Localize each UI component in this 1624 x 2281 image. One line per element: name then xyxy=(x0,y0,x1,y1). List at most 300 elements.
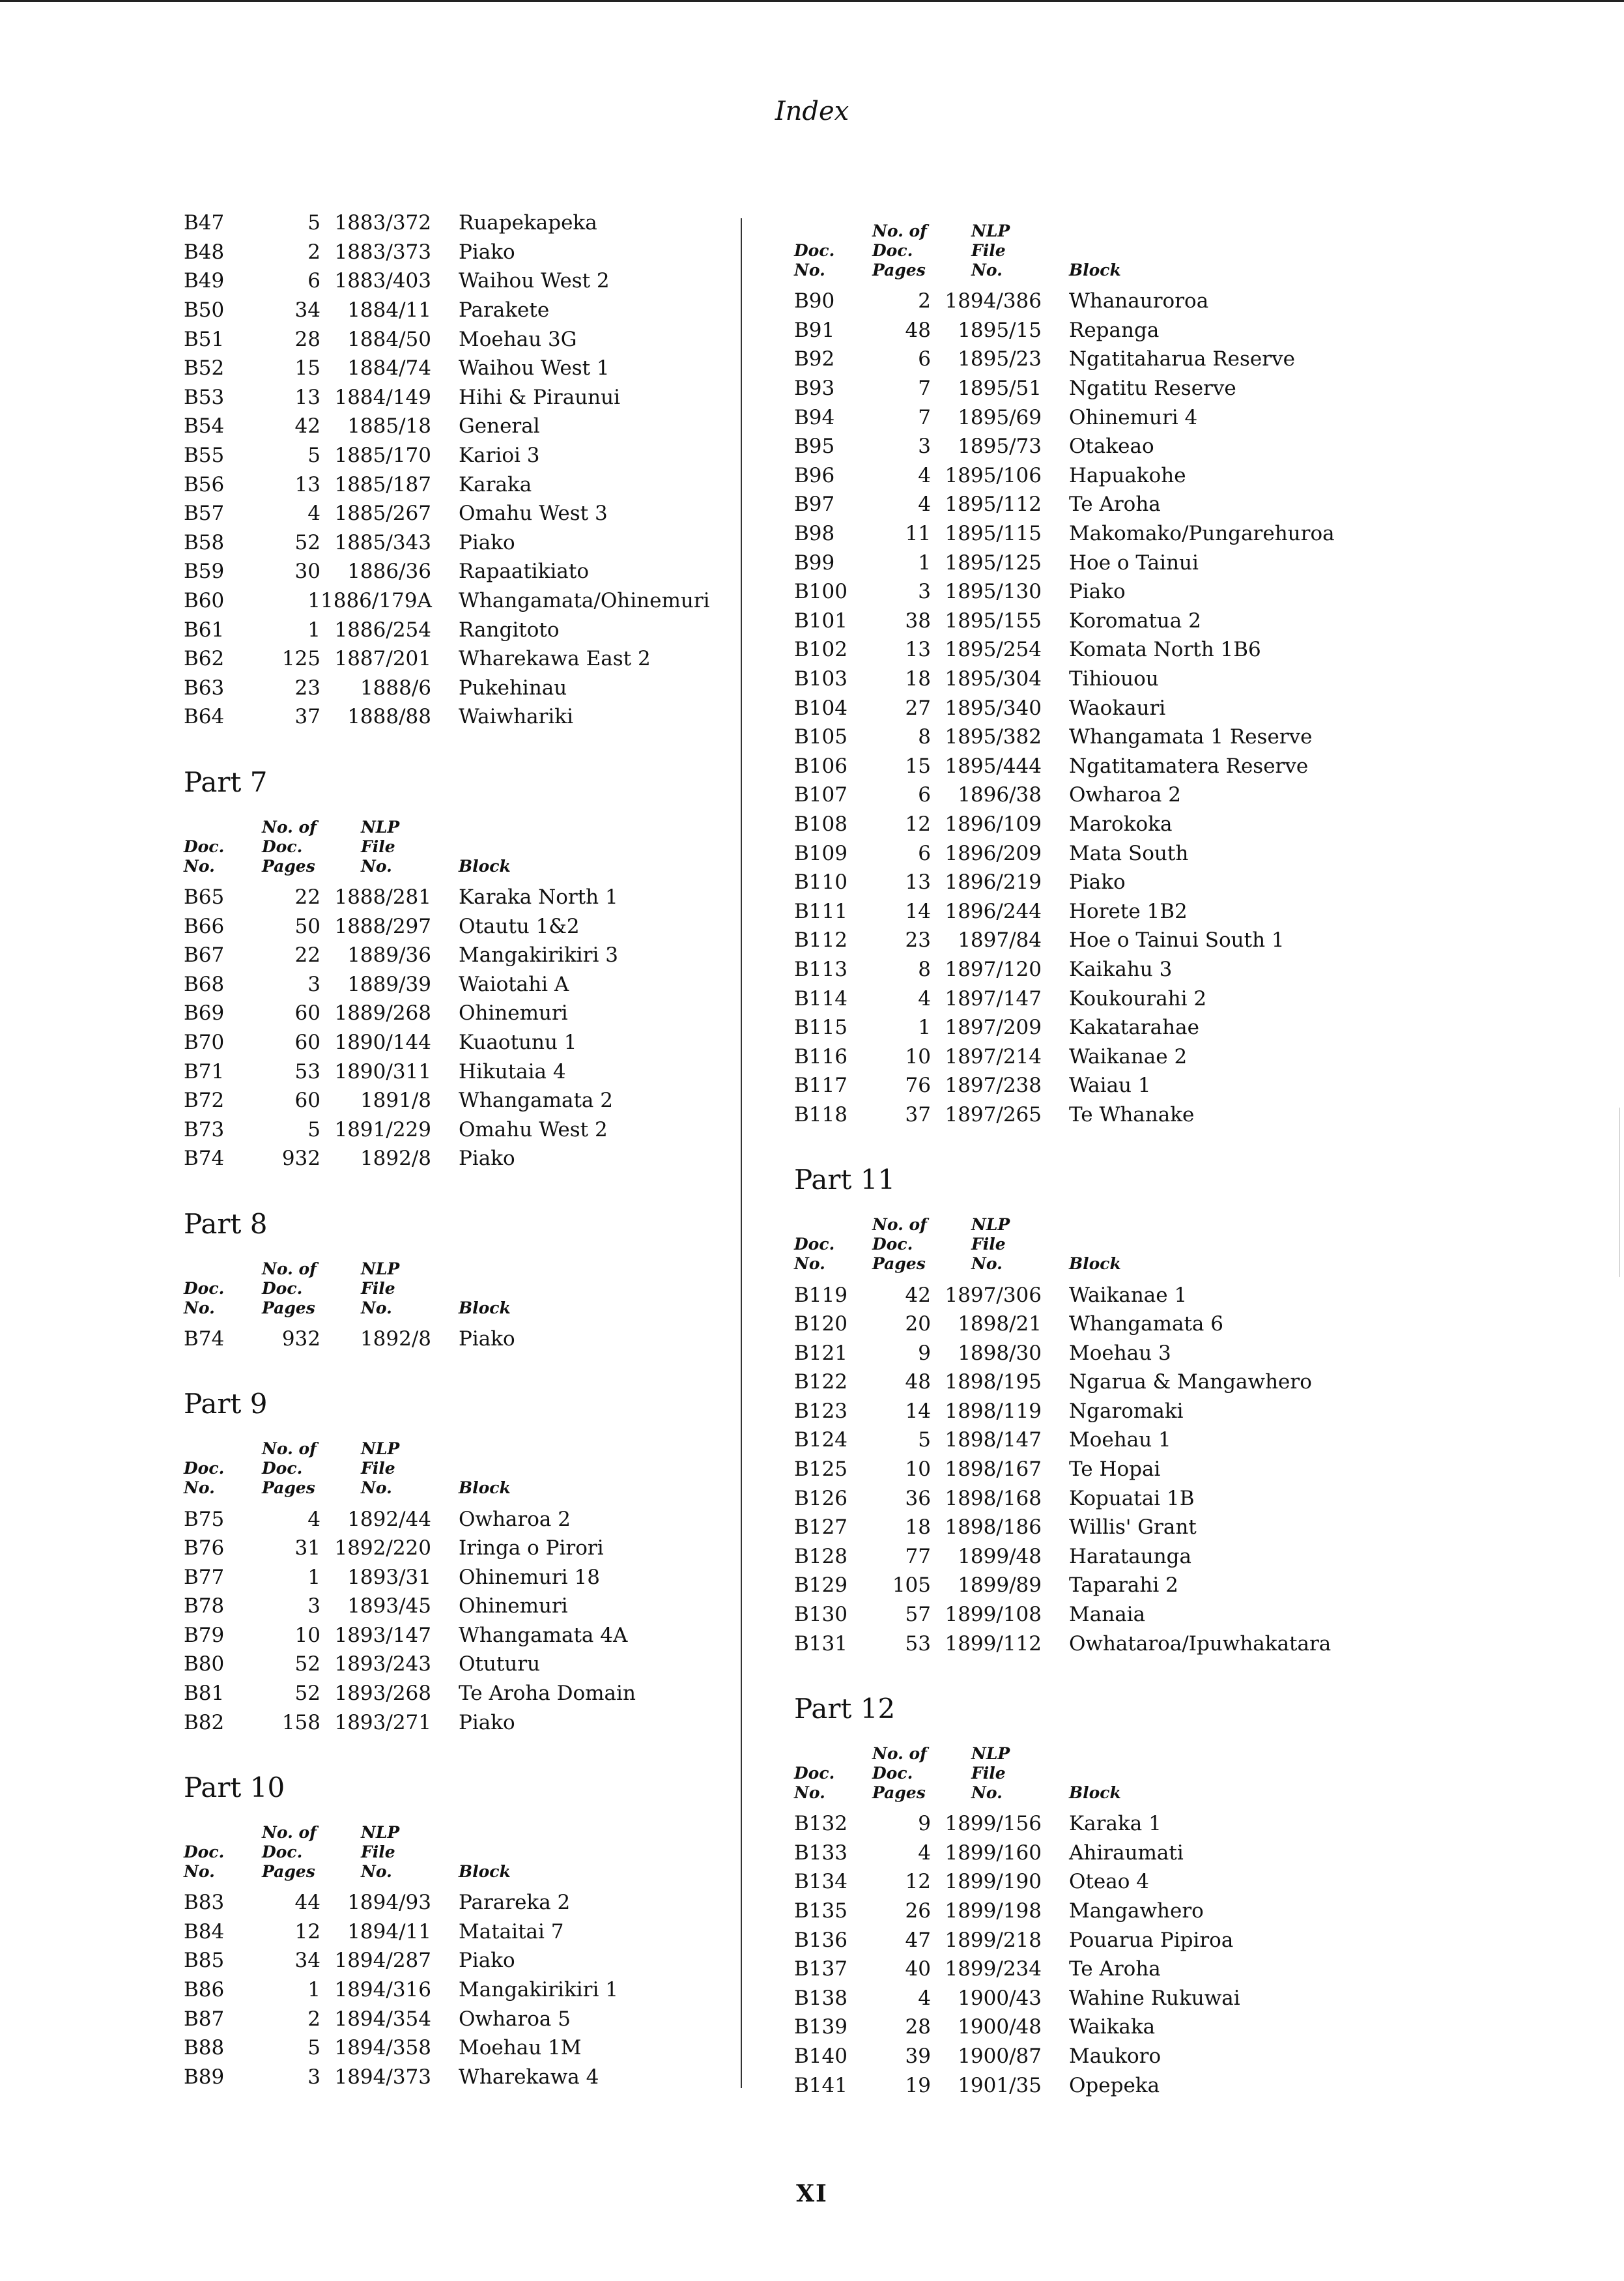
doc-number: B51 xyxy=(184,327,225,351)
page-count: 52 xyxy=(294,1682,321,1706)
page-count: 34 xyxy=(294,1949,321,1973)
page-count: 34 xyxy=(294,298,321,323)
doc-number: B65 xyxy=(184,885,225,909)
block-name: Hapuakohe xyxy=(1069,463,1186,487)
page-count: 5 xyxy=(307,1117,321,1141)
index-row xyxy=(184,1325,835,1354)
index-row xyxy=(184,528,835,558)
block-name: Waiwhariki xyxy=(459,705,573,729)
file-number: 1895/304 xyxy=(945,667,1042,691)
page-count: 60 xyxy=(294,1030,321,1054)
page-count: 8 xyxy=(918,725,931,749)
doc-number: B140 xyxy=(794,2044,848,2068)
index-row xyxy=(184,702,835,732)
page-count: 37 xyxy=(905,1102,931,1126)
page-count: 48 xyxy=(905,1370,931,1394)
index-row xyxy=(184,383,835,412)
block-name: Rapaatikiato xyxy=(459,560,590,584)
block-name: Piako xyxy=(1069,870,1126,895)
page-count: 14 xyxy=(905,899,931,923)
page-count: 932 xyxy=(281,1327,321,1351)
file-number: 1894/11 xyxy=(347,1919,431,1944)
page-count: 50 xyxy=(294,914,321,938)
block-name: Waihou West 1 xyxy=(459,356,610,380)
block-name: Mangawhero xyxy=(1069,1899,1204,1923)
block-name: Wharekawa East 2 xyxy=(459,647,651,671)
file-number: 1895/106 xyxy=(945,463,1042,487)
doc-number: B62 xyxy=(184,647,225,671)
file-number: 1898/167 xyxy=(945,1457,1042,1482)
file-number: 1894/93 xyxy=(347,1891,431,1915)
file-number: 1883/403 xyxy=(334,269,431,293)
page-count: 40 xyxy=(905,1957,931,1981)
block-name: Oteao 4 xyxy=(1069,1870,1149,1894)
index-row xyxy=(184,324,835,354)
file-number: 1900/48 xyxy=(958,2015,1042,2039)
doc-number: B101 xyxy=(794,609,848,633)
block-name: Waiotahi A xyxy=(459,972,569,996)
page-count: 53 xyxy=(294,1059,321,1083)
file-number: 1898/186 xyxy=(945,1515,1042,1540)
index-row xyxy=(184,557,835,586)
page-count: 1 xyxy=(307,589,321,613)
page-count: 3 xyxy=(307,2065,321,2089)
block-name: Pukehinau xyxy=(459,676,567,700)
doc-number: B48 xyxy=(184,240,225,264)
page-count: 13 xyxy=(905,638,931,662)
doc-number: B72 xyxy=(184,1089,225,1113)
doc-number: B52 xyxy=(184,356,225,380)
block-name: Makomako/Pungarehuroa xyxy=(1069,522,1335,546)
file-number: 1896/109 xyxy=(945,812,1042,836)
block-name: Wharekawa 4 xyxy=(459,2065,599,2089)
index-row xyxy=(184,1679,835,1708)
page-count: 12 xyxy=(905,812,931,836)
block-name: Mataitai 7 xyxy=(459,1919,564,1944)
index-section xyxy=(794,1280,1446,1658)
block-name: General xyxy=(459,414,540,438)
doc-number: B57 xyxy=(184,502,225,526)
doc-number: B115 xyxy=(794,1016,848,1040)
doc-number: B71 xyxy=(184,1059,225,1083)
page-count: 22 xyxy=(294,943,321,968)
block-name: Manaia xyxy=(1069,1603,1146,1627)
header-file: NLP File No. xyxy=(971,1743,1010,1802)
file-number: 1887/201 xyxy=(334,647,431,671)
page-count: 1 xyxy=(307,1565,321,1589)
index-row xyxy=(184,911,835,941)
doc-number: B88 xyxy=(184,2036,225,2060)
file-number: 1897/209 xyxy=(945,1016,1042,1040)
doc-number: B92 xyxy=(794,347,835,371)
doc-number: B102 xyxy=(794,638,848,662)
page-count: 10 xyxy=(905,1044,931,1069)
page-count: 26 xyxy=(905,1899,931,1923)
block-name: Whangamata 1 Reserve xyxy=(1069,725,1313,749)
page-count: 4 xyxy=(918,1841,931,1865)
index-section xyxy=(794,287,1446,1129)
index-row xyxy=(184,1708,835,1737)
index-row xyxy=(794,1955,1446,1984)
page-count: 18 xyxy=(905,667,931,691)
page-count: 15 xyxy=(905,754,931,778)
file-number: 1899/160 xyxy=(945,1841,1042,1865)
block-name: Karioi 3 xyxy=(459,444,540,468)
file-number: 1897/306 xyxy=(945,1283,1042,1307)
page-count: 5 xyxy=(307,211,321,235)
block-name: Koromatua 2 xyxy=(1069,609,1201,633)
page-count: 1 xyxy=(307,618,321,642)
doc-number: B130 xyxy=(794,1603,848,1627)
file-number: 1897/214 xyxy=(945,1044,1042,1069)
doc-number: B84 xyxy=(184,1919,225,1944)
file-number: 1899/190 xyxy=(945,1870,1042,1894)
file-number: 1898/30 xyxy=(958,1341,1042,1365)
doc-number: B111 xyxy=(794,899,848,923)
header-doc: Doc. No. xyxy=(184,1459,225,1498)
page-count: 28 xyxy=(905,2015,931,2039)
index-row xyxy=(794,1629,1446,1658)
block-name: Pouarua Pipiroa xyxy=(1069,1928,1234,1952)
file-number: 1891/229 xyxy=(334,1117,431,1141)
block-name: Rangitoto xyxy=(459,618,560,642)
index-row xyxy=(184,1650,835,1679)
file-number: 1894/287 xyxy=(334,1949,431,1973)
index-row xyxy=(794,461,1446,491)
page-count: 22 xyxy=(294,885,321,909)
page-count: 9 xyxy=(918,1341,931,1365)
block-name: Owharoa 2 xyxy=(1069,783,1181,807)
block-name: Hoe o Tainui xyxy=(1069,551,1199,575)
page-count: 3 xyxy=(918,580,931,604)
doc-number: B74 xyxy=(184,1147,225,1171)
doc-number: B50 xyxy=(184,298,225,323)
block-name: Moehau 3 xyxy=(1069,1341,1171,1365)
doc-number: B126 xyxy=(794,1486,848,1510)
page-count: 13 xyxy=(294,385,321,409)
file-number: 1885/343 xyxy=(334,530,431,554)
index-section xyxy=(794,1809,1446,2100)
page-count: 42 xyxy=(294,414,321,438)
block-name: Moehau 3G xyxy=(459,327,577,351)
block-name: Waihou West 2 xyxy=(459,269,610,293)
doc-number: B93 xyxy=(794,377,835,401)
doc-number: B81 xyxy=(184,1682,225,1706)
doc-number: B136 xyxy=(794,1928,848,1952)
doc-number: B90 xyxy=(794,289,835,313)
file-number: 1885/267 xyxy=(334,502,431,526)
doc-number: B108 xyxy=(794,812,848,836)
page-count: 3 xyxy=(307,1594,321,1618)
file-number: 1889/39 xyxy=(347,972,431,996)
doc-number: B122 xyxy=(794,1370,848,1394)
scan-edge-mark xyxy=(1619,1108,1620,1277)
index-row xyxy=(794,287,1446,316)
index-row xyxy=(794,1571,1446,1600)
block-name: Mangakirikiri 3 xyxy=(459,943,618,968)
doc-number: B107 xyxy=(794,783,848,807)
file-number: 1889/36 xyxy=(347,943,431,968)
block-name: Karaka North 1 xyxy=(459,885,618,909)
file-number: 1894/358 xyxy=(334,2036,431,2060)
header-file: NLP File No. xyxy=(361,1259,400,1317)
index-row xyxy=(794,1368,1446,1397)
block-name: Mata South xyxy=(1069,841,1189,865)
table-header xyxy=(794,208,1446,287)
file-number: 1888/6 xyxy=(360,676,431,700)
doc-number: B68 xyxy=(184,972,225,996)
page-count: 11 xyxy=(905,522,931,546)
doc-number: B55 xyxy=(184,444,225,468)
header-doc: Doc. No. xyxy=(184,837,225,876)
block-name: Piako xyxy=(459,1710,515,1734)
block-name: Waikanae 2 xyxy=(1069,1044,1188,1069)
block-name: Koukourahi 2 xyxy=(1069,986,1207,1011)
file-number: 1886/179A xyxy=(321,589,432,613)
file-number: 1896/219 xyxy=(945,870,1042,895)
block-name: Whangamata/Ohinemuri xyxy=(459,589,710,613)
file-number: 1898/195 xyxy=(945,1370,1042,1394)
index-row xyxy=(794,1925,1446,1955)
table-header xyxy=(184,1810,835,1888)
index-section xyxy=(184,883,835,1173)
part-heading: Part 12 xyxy=(794,1692,896,1725)
index-row xyxy=(794,577,1446,607)
index-row xyxy=(184,644,835,674)
page-count: 4 xyxy=(918,463,931,487)
doc-number: B85 xyxy=(184,1949,225,1973)
file-number: 1895/112 xyxy=(945,493,1042,517)
index-row xyxy=(794,665,1446,694)
doc-number: B135 xyxy=(794,1899,848,1923)
index-row xyxy=(184,1917,835,1947)
block-name: Whangamata 6 xyxy=(1069,1312,1223,1336)
block-name: Waikaka xyxy=(1069,2015,1156,2039)
page-count: 37 xyxy=(294,705,321,729)
index-row xyxy=(794,519,1446,549)
table-header xyxy=(184,1246,835,1325)
doc-number: B74 xyxy=(184,1327,225,1351)
block-name: Waiau 1 xyxy=(1069,1074,1151,1098)
page-count: 52 xyxy=(294,1652,321,1676)
file-number: 1895/115 xyxy=(945,522,1042,546)
file-number: 1898/147 xyxy=(945,1428,1042,1452)
block-name: Owharoa 2 xyxy=(459,1507,571,1531)
top-border-line xyxy=(0,0,1624,2)
header-block: Block xyxy=(459,1478,511,1498)
page-count: 76 xyxy=(905,1074,931,1098)
page-count: 10 xyxy=(294,1623,321,1647)
doc-number: B139 xyxy=(794,2015,848,2039)
block-name: Karaka xyxy=(459,472,532,496)
index-row xyxy=(184,999,835,1028)
file-number: 1888/88 xyxy=(347,705,431,729)
header-block: Block xyxy=(1069,1783,1121,1802)
doc-number: B49 xyxy=(184,269,225,293)
index-row xyxy=(794,1426,1446,1455)
index-row xyxy=(184,615,835,644)
file-number: 1890/144 xyxy=(334,1030,431,1054)
block-name: Whanauroroa xyxy=(1069,289,1209,313)
file-number: 1884/50 xyxy=(347,327,431,351)
index-row xyxy=(184,296,835,325)
file-number: 1901/35 xyxy=(958,2073,1042,2097)
header-file: NLP File No. xyxy=(361,817,400,876)
index-row xyxy=(794,635,1446,665)
page-count: 2 xyxy=(918,289,931,313)
file-number: 1883/373 xyxy=(334,240,431,264)
index-row xyxy=(184,441,835,470)
block-name: Ohinemuri xyxy=(459,1001,568,1026)
index-row xyxy=(794,693,1446,723)
file-number: 1892/220 xyxy=(334,1536,431,1560)
block-name: Hikutaia 4 xyxy=(459,1059,566,1083)
file-number: 1885/187 xyxy=(334,472,431,496)
doc-number: B86 xyxy=(184,1978,225,2002)
file-number: 1899/108 xyxy=(945,1603,1042,1627)
header-file: NLP File No. xyxy=(361,1822,400,1881)
index-row xyxy=(794,752,1446,781)
index-row xyxy=(794,1867,1446,1897)
page-count: 15 xyxy=(294,356,321,380)
doc-number: B70 xyxy=(184,1030,225,1054)
part-heading: Part 10 xyxy=(184,1771,285,1803)
page-count: 125 xyxy=(281,647,321,671)
doc-number: B60 xyxy=(184,589,225,613)
page-count: 60 xyxy=(294,1089,321,1113)
doc-number: B56 xyxy=(184,472,225,496)
file-number: 1893/31 xyxy=(347,1565,431,1589)
file-number: 1893/147 xyxy=(334,1623,431,1647)
doc-number: B124 xyxy=(794,1428,848,1452)
block-name: Marokoka xyxy=(1069,812,1173,836)
page-count: 1 xyxy=(918,1016,931,1040)
file-number: 1899/218 xyxy=(945,1928,1042,1952)
block-name: Parakete xyxy=(459,298,550,323)
index-row xyxy=(794,403,1446,432)
header-file: NLP File No. xyxy=(971,222,1010,280)
index-row xyxy=(794,868,1446,897)
index-row xyxy=(184,1621,835,1650)
part-heading: Part 7 xyxy=(184,766,268,798)
index-row xyxy=(794,2042,1446,2071)
block-name: Ohinemuri 4 xyxy=(1069,405,1198,429)
header-block: Block xyxy=(1069,261,1121,280)
block-name: Hoe o Tainui South 1 xyxy=(1069,928,1285,953)
block-name: Otuturu xyxy=(459,1652,541,1676)
index-row xyxy=(794,1100,1446,1130)
file-number: 1899/89 xyxy=(958,1573,1042,1598)
file-number: 1894/316 xyxy=(334,1978,431,2002)
file-number: 1895/51 xyxy=(958,377,1042,401)
page-count: 18 xyxy=(905,1515,931,1540)
block-name: Mangakirikiri 1 xyxy=(459,1978,618,2002)
index-row xyxy=(794,1310,1446,1339)
header-doc: Doc. No. xyxy=(794,1763,835,1802)
page-count: 57 xyxy=(905,1603,931,1627)
page-count: 60 xyxy=(294,1001,321,1026)
file-number: 1895/130 xyxy=(945,580,1042,604)
doc-number: B121 xyxy=(794,1341,848,1365)
block-name: Kopuatai 1B xyxy=(1069,1486,1195,1510)
index-row xyxy=(184,883,835,912)
page-count: 4 xyxy=(918,1986,931,2010)
file-number: 1885/170 xyxy=(334,444,431,468)
page-count: 4 xyxy=(307,1507,321,1531)
doc-number: B87 xyxy=(184,2007,225,2031)
file-number: 1895/254 xyxy=(945,638,1042,662)
doc-number: B106 xyxy=(794,754,848,778)
index-row xyxy=(184,1946,835,1975)
page-count: 12 xyxy=(294,1919,321,1944)
doc-number: B75 xyxy=(184,1507,225,1531)
block-name: Hihi & Piraunui xyxy=(459,385,621,409)
file-number: 1886/36 xyxy=(347,560,431,584)
index-row xyxy=(794,1484,1446,1513)
block-name: Te Aroha xyxy=(1069,1957,1161,1981)
page-count: 77 xyxy=(905,1544,931,1568)
page-count: 6 xyxy=(307,269,321,293)
file-number: 1894/386 xyxy=(945,289,1042,313)
page-count: 38 xyxy=(905,609,931,633)
doc-number: B116 xyxy=(794,1044,848,1069)
index-row xyxy=(184,674,835,703)
file-number: 1884/11 xyxy=(347,298,431,323)
file-number: 1898/21 xyxy=(958,1312,1042,1336)
file-number: 1892/8 xyxy=(360,1147,431,1171)
index-row xyxy=(794,1897,1446,1926)
file-number: 1897/265 xyxy=(945,1102,1042,1126)
page-count: 105 xyxy=(892,1573,931,1598)
right-column xyxy=(794,208,1446,2100)
page-count: 48 xyxy=(905,318,931,342)
doc-number: B96 xyxy=(794,463,835,487)
index-section xyxy=(184,1504,835,1737)
file-number: 1897/84 xyxy=(958,928,1042,953)
doc-number: B138 xyxy=(794,1986,848,2010)
doc-number: B103 xyxy=(794,667,848,691)
block-name: Kakatarahae xyxy=(1069,1016,1199,1040)
file-number: 1897/120 xyxy=(945,957,1042,981)
page-count: 3 xyxy=(918,435,931,459)
page-count: 6 xyxy=(918,783,931,807)
page-count: 1 xyxy=(307,1978,321,2002)
index-section xyxy=(184,1888,835,2091)
index-row xyxy=(794,316,1446,345)
index-row xyxy=(794,1042,1446,1071)
block-name: Moehau 1 xyxy=(1069,1428,1171,1452)
table-header xyxy=(794,1731,1446,1809)
header-doc: Doc. No. xyxy=(184,1278,225,1317)
block-name: Parareka 2 xyxy=(459,1891,571,1915)
index-row xyxy=(184,470,835,499)
doc-number: B119 xyxy=(794,1283,848,1307)
doc-number: B54 xyxy=(184,414,225,438)
block-name: Piako xyxy=(459,240,515,264)
file-number: 1884/74 xyxy=(347,356,431,380)
doc-number: B77 xyxy=(184,1565,225,1589)
page-count: 19 xyxy=(905,2073,931,2097)
index-row xyxy=(184,1028,835,1057)
index-row xyxy=(184,1975,835,2005)
page-count: 12 xyxy=(905,1870,931,1894)
block-name: Ngaromaki xyxy=(1069,1399,1184,1423)
part-heading: Part 9 xyxy=(184,1388,268,1420)
index-row xyxy=(184,2033,835,2063)
file-number: 1886/254 xyxy=(334,618,431,642)
page-count: 31 xyxy=(294,1536,321,1560)
doc-number: B132 xyxy=(794,1812,848,1836)
